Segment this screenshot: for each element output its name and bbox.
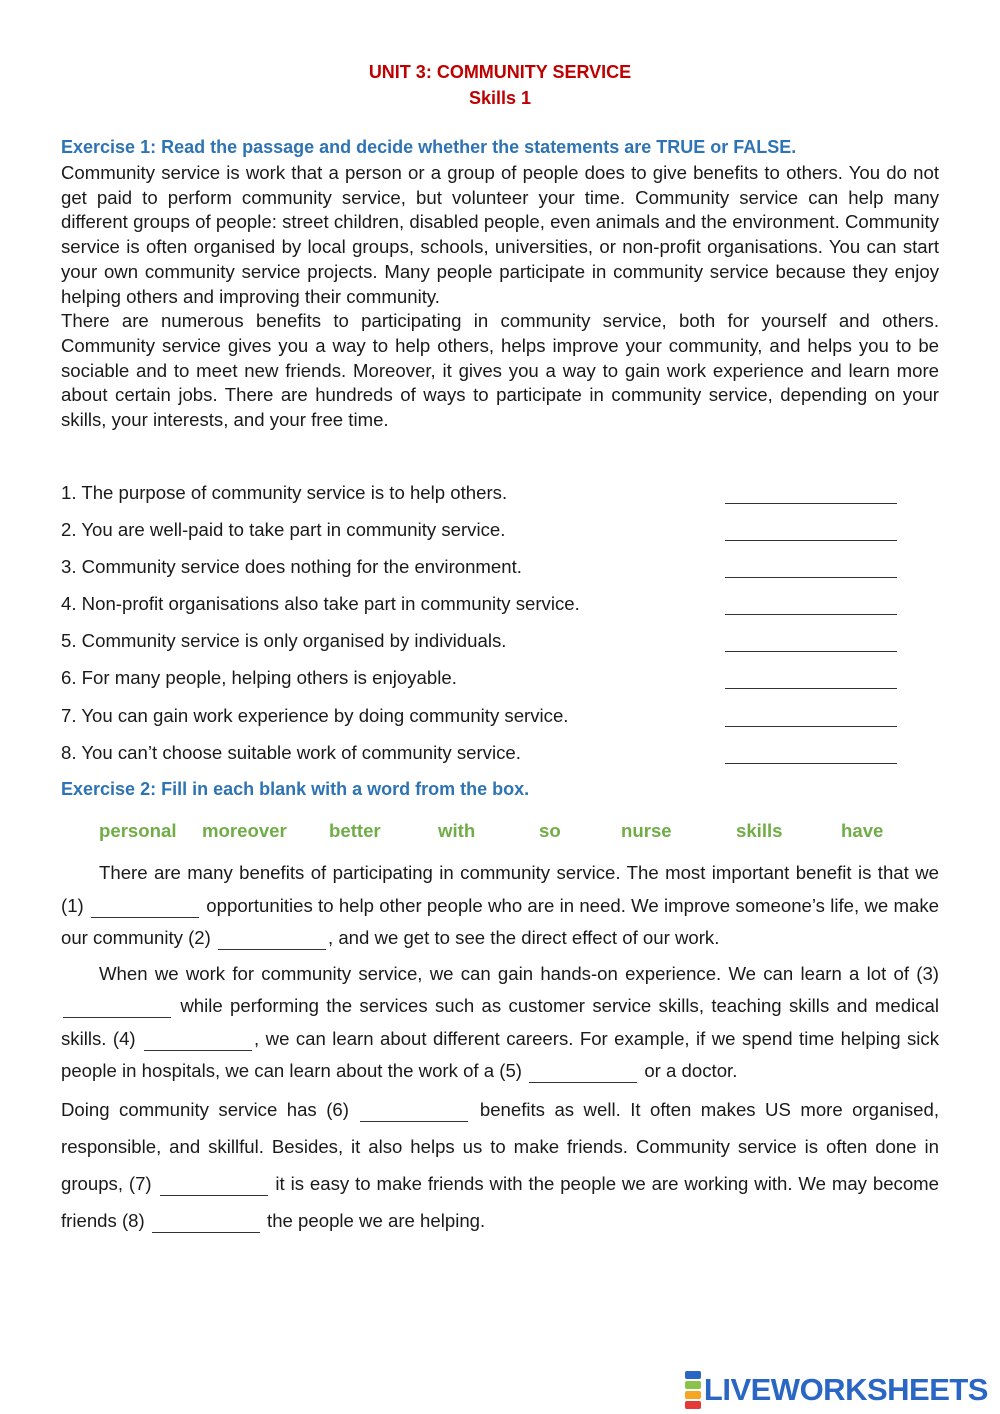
liveworksheets-logo [685, 1370, 988, 1410]
cloze-text: , we can learn about different careers. For example, if we spend time helping sick people in hospitals, we can learn about the work of a (5) [61, 1027, 940, 1081]
logo-bar [685, 1391, 701, 1399]
cloze-passage [61, 857, 939, 1239]
cloze-paragraph-2 [61, 958, 939, 1088]
statement-1 [61, 481, 939, 518]
word-box-item: nurse [621, 820, 672, 841]
statement-3 [61, 555, 939, 592]
blank-2[interactable] [218, 931, 326, 950]
word-box-item: with [438, 820, 476, 841]
statement-text: 2. You are well-paid to take part in community service. [61, 519, 506, 541]
statement-text: 6. For many people, helping others is enjoyable. [61, 667, 457, 689]
statement-text: 3. Community service does nothing for the environment. [61, 556, 522, 578]
statement-text: 4. Non-profit organisations also take part in community service. [61, 593, 580, 615]
answer-field-8[interactable] [725, 743, 897, 764]
exercise2-instruction: Exercise 2: Fill in each blank with a word from the box. [61, 779, 530, 799]
logo-bar [685, 1401, 701, 1409]
statement-text: 1. The purpose of community service is to help others. [61, 482, 508, 503]
reading-passage [61, 161, 939, 433]
word-box-item: skills [736, 820, 783, 841]
cloze-text: , and we get to see the direct effect of our work. [328, 927, 720, 948]
exercise1-instruction: Exercise 1: Read the passage and decide whether the statements are TRUE or FALSE. [61, 137, 797, 157]
cloze-text: or a doctor. [644, 1060, 738, 1081]
word-box-item: so [539, 820, 561, 841]
statement-6 [61, 666, 939, 703]
blank-6[interactable] [360, 1103, 468, 1122]
cloze-text: There are many benefits of participating in community service. The most important benefit is that we (1) [61, 862, 939, 916]
statement-2 [61, 518, 939, 555]
answer-field-7[interactable] [725, 706, 897, 727]
word-box-item: moreover [202, 820, 287, 841]
cloze-text: it is easy to make friends with the people we are working with. We may become friends (8) [61, 1172, 939, 1231]
answer-field-2[interactable] [725, 520, 897, 541]
word-box-item: have [841, 820, 884, 841]
statement-8 [61, 741, 939, 778]
answer-field-4[interactable] [725, 594, 897, 615]
blank-7[interactable] [160, 1177, 268, 1196]
passage-paragraph-2: There are numerous benefits to participating in community service, both for yourself and others. Community service gives you a way to help others, helps improve your community, and helps you to be sociable and to meet new friends. Moreover, it gives you a way to gain work experience and learn more about certain jobs. There are hundreds of ways to participate in community service, depending on your skills, your interests, and your free time. [61, 310, 939, 431]
word-box [61, 820, 939, 844]
statement-list [61, 481, 939, 778]
answer-field-5[interactable] [725, 631, 897, 652]
blank-8[interactable] [152, 1214, 260, 1233]
cloze-text: benefits as well. It often makes US more organised, responsible, and skillful. Besides, it also helps us to make friends. Community service is often done in groups, (7) [61, 1098, 939, 1194]
blank-3[interactable] [63, 999, 171, 1018]
answer-field-6[interactable] [725, 668, 897, 689]
logo-bar [685, 1381, 701, 1389]
statement-text: 8. You can’t choose suitable work of community service. [61, 741, 521, 763]
statement-text: 7. You can gain work experience by doing community service. [61, 704, 569, 726]
statement-4 [61, 592, 939, 629]
cloze-text: while performing the services such as customer service skills, teaching skills and medical skills. (4) [61, 995, 939, 1049]
unit-title: UNIT 3: COMMUNITY SERVICE [368, 62, 632, 82]
logo-text: LIVEWORKSHEETS [703, 1372, 988, 1407]
cloze-text: opportunities to help other people who are in need. We improve someone’s life, we make our community (2) [61, 894, 939, 948]
cloze-text: the people we are helping. [267, 1209, 486, 1231]
passage-paragraph-1: Community service is work that a person or a group of people does to give benefits to others. You do not get paid to perform community service, but volunteer your time. Community service can help many different groups of people: street children, disabled people, even animals and the environment. Community service is often organised by local groups, schools, universities, or non-profit organisations. You can start your own community service projects. Many people participate in community service because they enjoy helping others and improving their community. [61, 162, 939, 307]
statement-text: 5. Community service is only organised by individuals. [61, 630, 507, 652]
cloze-text: When we work for community service, we can gain hands-on experience. We can learn a lot of (3) [99, 962, 939, 984]
statement-7 [61, 704, 939, 741]
answer-field-1[interactable] [725, 483, 897, 504]
logo-bar [685, 1371, 701, 1379]
cloze-paragraph-3 [61, 1091, 939, 1239]
blank-4[interactable] [144, 1032, 252, 1051]
answer-field-3[interactable] [725, 557, 897, 578]
blank-1[interactable] [91, 899, 199, 918]
cloze-paragraph-1 [61, 857, 939, 955]
word-box-item: personal [99, 820, 177, 841]
blank-5[interactable] [529, 1064, 637, 1083]
statement-5 [61, 629, 939, 666]
section-title: Skills 1 [468, 88, 532, 108]
cloze-text: Doing community service has (6) [61, 1098, 349, 1120]
logo-mark-icon [685, 1371, 701, 1409]
word-box-item: better [329, 820, 381, 841]
